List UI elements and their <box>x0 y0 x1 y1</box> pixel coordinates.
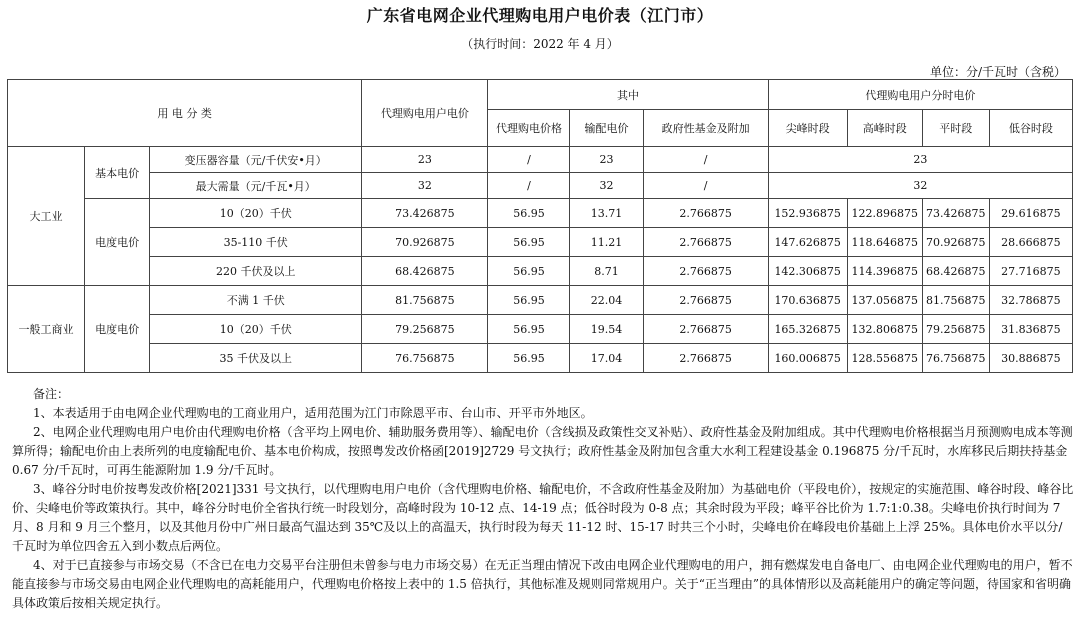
cell-peak: 152.936875 <box>768 199 847 228</box>
cell-valley: 28.666875 <box>989 228 1072 257</box>
table-row <box>8 257 1073 286</box>
subgroup-basic: 基本电价 <box>85 147 150 199</box>
cell-tou-merged: 23 <box>768 147 1072 173</box>
cell-valley: 31.836875 <box>989 315 1072 344</box>
effective-date: （执行时间：2022 年 4 月） <box>461 37 619 51</box>
row-label: 10（20）千伏 <box>150 315 362 344</box>
cell-agent: 56.95 <box>488 228 570 257</box>
row-label: 不满 1 千伏 <box>150 286 362 315</box>
cell-flat: 76.756875 <box>922 344 989 373</box>
cell-total: 79.256875 <box>362 315 488 344</box>
cell-agent: / <box>488 147 570 173</box>
cell-total: 76.756875 <box>362 344 488 373</box>
cell-fund: / <box>643 147 768 173</box>
cell-agent: / <box>488 173 570 199</box>
cell-transmission: 22.04 <box>570 286 643 315</box>
header-total-price: 代理购电用户电价 <box>362 80 488 147</box>
row-label: 220 千伏及以上 <box>150 257 362 286</box>
cell-fund: / <box>643 173 768 199</box>
table-row <box>8 315 1073 344</box>
cell-transmission: 17.04 <box>570 344 643 373</box>
table-row <box>8 199 1073 228</box>
header-peak: 尖峰时段 <box>768 110 847 147</box>
note-item: 3、峰谷分时电价按粤发改价格[2021]331 号文执行，以代理购电用户电价（含代理购电价格、输配电价，不含政府性基金及附加）为基础电价（平段电价），按规定的实施范围、峰谷时段、峰谷比价、尖峰电价等政策执行。其中，峰谷分时电价全省执行统一时段划分，高峰时段为 10-12 点、14-19 点；低谷时段为 0-8 点；其余时段为平段；峰平谷比价为 1.7:1:0.38。尖峰电价执行时间为 7 月、8 月和 9 月三个整月，以及其他月份中广州日最高气温达到 35℃及以上的高温天，执行时段为每天 11-12 时、15-17 时共三个小时，尖峰电价在峰段电价基础上上浮 25%。具体电价水平以分/千瓦时为单位四舍五入到小数点后两位。 <box>12 482 1074 553</box>
cell-fund: 2.766875 <box>643 228 768 257</box>
cell-transmission: 23 <box>570 147 643 173</box>
row-label: 变压器容量（元/千伏安•月） <box>150 147 362 173</box>
cell-high: 132.806875 <box>847 315 922 344</box>
cell-fund: 2.766875 <box>643 344 768 373</box>
table-row <box>8 147 1073 173</box>
cell-valley: 29.616875 <box>989 199 1072 228</box>
cell-valley: 32.786875 <box>989 286 1072 315</box>
cell-total: 81.756875 <box>362 286 488 315</box>
cell-transmission: 13.71 <box>570 199 643 228</box>
cell-flat: 81.756875 <box>922 286 989 315</box>
cell-high: 137.056875 <box>847 286 922 315</box>
cell-agent: 56.95 <box>488 286 570 315</box>
subgroup-energy: 电度电价 <box>85 286 150 373</box>
table-row <box>8 173 1073 199</box>
cell-peak: 170.636875 <box>768 286 847 315</box>
unit-label: 单位：分/千瓦时（含税） <box>929 65 1066 79</box>
cell-total: 32 <box>362 173 488 199</box>
cell-peak: 142.306875 <box>768 257 847 286</box>
note-item: 2、电网企业代理购电用户电价由代理购电价格（含平均上网电价、辅助服务费用等）、输配电价（含线损及政策性交叉补贴）、政府性基金及附加组成。其中代理购电价格根据当月预测购电成本等测算所得；输配电价由上表所列的电度输配电价、基本电价构成，按照粤发改价格函[2019]2729 号文执行；政府性基金及附加包含重大水利工程建设基金 0.196875 分/千瓦时，水库移民后期扶持基金 0.67 分/千瓦时，可再生能源附加 1.9 分/千瓦时。 <box>12 425 1073 477</box>
note-item: 4、对于已直接参与市场交易（不含已在电力交易平台注册但未曾参与电力市场交易）在无正当理由情况下改由电网企业代理购电的用户，拥有燃煤发电自备电厂、由电网企业代理购电的用户，暂不能直接参与市场交易由电网企业代理购电的高耗能用户，代理购电价格按上表中的 1.5 倍执行，其他标准及规则同常规用户。关于“正当理由”的具体情形以及高耗能用户的确定等问题，待国家和省明确具体政策后按相关规定执行。 <box>12 558 1073 610</box>
cell-fund: 2.766875 <box>643 315 768 344</box>
group-industry: 大工业 <box>8 147 85 286</box>
cell-transmission: 8.71 <box>570 257 643 286</box>
page-title: 广东省电网企业代理购电用户电价表（江门市） <box>366 6 714 25</box>
cell-total: 68.426875 <box>362 257 488 286</box>
cell-fund: 2.766875 <box>643 199 768 228</box>
row-label: 最大需量（元/千瓦•月） <box>150 173 362 199</box>
header-of-which: 其中 <box>488 80 768 110</box>
header-tou-group: 代理购电用户分时电价 <box>768 80 1072 110</box>
table-row <box>8 286 1073 315</box>
header-flat: 平时段 <box>922 110 989 147</box>
cell-agent: 56.95 <box>488 257 570 286</box>
row-label: 35-110 千伏 <box>150 228 362 257</box>
header-agent-price: 代理购电价格 <box>488 110 570 147</box>
cell-flat: 70.926875 <box>922 228 989 257</box>
header-high: 高峰时段 <box>847 110 922 147</box>
cell-peak: 160.006875 <box>768 344 847 373</box>
cell-valley: 30.886875 <box>989 344 1072 373</box>
header-valley: 低谷时段 <box>989 110 1072 147</box>
group-commercial: 一般工商业 <box>8 286 85 373</box>
cell-total: 70.926875 <box>362 228 488 257</box>
cell-agent: 56.95 <box>488 344 570 373</box>
cell-transmission: 19.54 <box>570 315 643 344</box>
cell-valley: 27.716875 <box>989 257 1072 286</box>
cell-high: 122.896875 <box>847 199 922 228</box>
table-row <box>8 228 1073 257</box>
table-row <box>8 344 1073 373</box>
cell-flat: 68.426875 <box>922 257 989 286</box>
cell-high: 118.646875 <box>847 228 922 257</box>
note-item: 1、本表适用于由电网企业代理购电的工商业用户，适用范围为江门市除恩平市、台山市、开平市外地区。 <box>33 406 593 420</box>
cell-tou-merged: 32 <box>768 173 1072 199</box>
row-label: 10（20）千伏 <box>150 199 362 228</box>
header-gov-fund: 政府性基金及附加 <box>643 110 768 147</box>
cell-peak: 165.326875 <box>768 315 847 344</box>
header-transmission: 输配电价 <box>570 110 643 147</box>
cell-high: 128.556875 <box>847 344 922 373</box>
cell-agent: 56.95 <box>488 315 570 344</box>
price-table <box>7 79 1073 373</box>
header-category: 用 电 分 类 <box>8 80 362 147</box>
cell-agent: 56.95 <box>488 199 570 228</box>
cell-transmission: 32 <box>570 173 643 199</box>
cell-peak: 147.626875 <box>768 228 847 257</box>
subgroup-energy: 电度电价 <box>85 199 150 286</box>
cell-flat: 79.256875 <box>922 315 989 344</box>
cell-high: 114.396875 <box>847 257 922 286</box>
cell-transmission: 11.21 <box>570 228 643 257</box>
cell-total: 23 <box>362 147 488 173</box>
row-label: 35 千伏及以上 <box>150 344 362 373</box>
cell-flat: 73.426875 <box>922 199 989 228</box>
notes-section <box>12 385 1074 613</box>
cell-fund: 2.766875 <box>643 257 768 286</box>
cell-fund: 2.766875 <box>643 286 768 315</box>
cell-total: 73.426875 <box>362 199 488 228</box>
notes-heading: 备注： <box>33 387 70 401</box>
